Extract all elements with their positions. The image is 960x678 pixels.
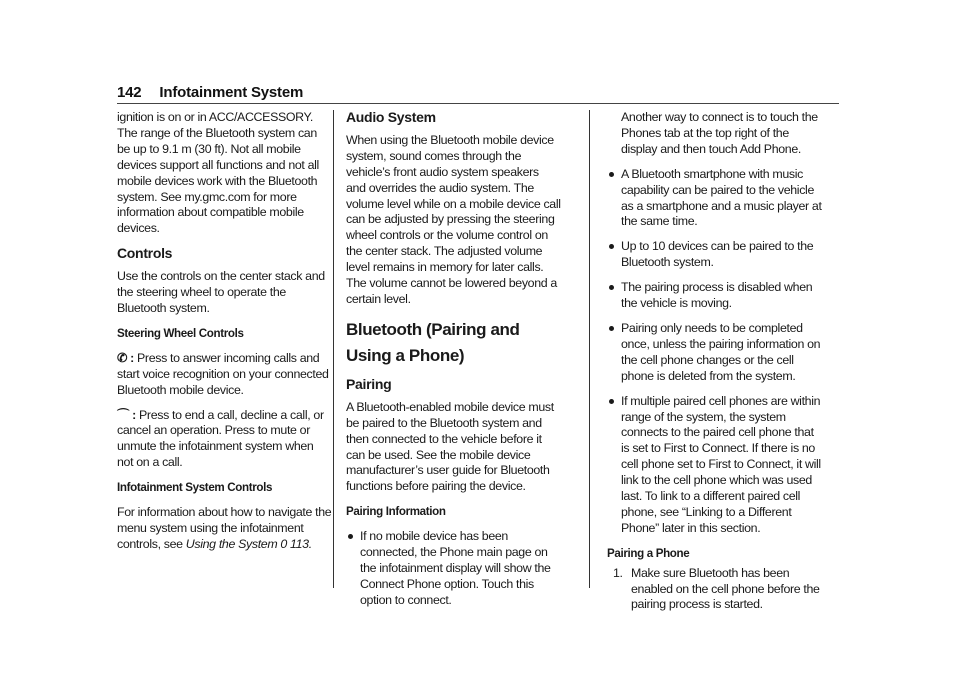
column-2 [346, 110, 561, 618]
bluetooth-heading: Bluetooth (Pairing and Using a Phone) [346, 319, 520, 365]
end-call-text: Press to end a call, decline a call, or cancel an operation. Press to mute or unmute the infotainment system when not on a call. [117, 407, 324, 470]
answer-call-text: Press to answer incoming calls and start voice recognition on your connected Bluetooth mobile device. [117, 350, 329, 397]
bullet-icon [348, 534, 353, 539]
phone-answer-icon: ✆ [117, 350, 128, 365]
page-number: 142 [117, 84, 142, 101]
bullet-icon [609, 326, 614, 331]
infotainment-controls-heading: Infotainment System Controls [117, 481, 273, 495]
continuation-paragraph: Another way to connect is to touch the Phones tab at the top right of the display and then touch Add Phone. [621, 110, 818, 156]
audio-system-paragraph: When using the Bluetooth mobile device system, sound comes through the vehicle’s front audio system speakers and overrides the audio system. The volume level while on a mobile device call can be adjusted by pressing the steering wheel controls or the volume control on the center stack. The adjusted volume level remains in memory for later calls. The volume cannot be lowered beyond a certain level. [346, 132, 561, 306]
controls-heading: Controls [117, 245, 173, 262]
bullet-icon [609, 244, 614, 249]
header-rule [117, 103, 839, 104]
section-title: Infotainment System [159, 84, 304, 101]
list-item: Up to 10 devices can be paired to the Bluetooth system. [607, 239, 822, 271]
end-call-paragraph: ⌒ : Press to end a call, decline a call, or cancel an operation. Press to mute or unmute the infotainment system when not on a call. [117, 407, 324, 470]
list-item [607, 566, 822, 614]
column-divider-1 [333, 110, 334, 588]
phone-end-icon: ⌒ [117, 407, 130, 422]
page-header [117, 84, 839, 104]
column-1 [117, 110, 332, 562]
bullet-icon [609, 285, 614, 290]
pairing-heading: Pairing [346, 375, 392, 392]
list-item: The pairing process is disabled when the vehicle is moving. [607, 280, 822, 312]
pairing-information-heading: Pairing Information [346, 505, 446, 519]
list-item: If multiple paired cell phones are within range of the system, the system connects to the paired cell phone that is set to First to Connect. If there is no cell phone set to First to Connect, it will link to the cell phone which was used last. To link to a different paired cell phone, see “Linking to a Different Phone” later in this section. [607, 394, 822, 537]
step-text: Make sure Bluetooth has been enabled on the cell phone before the pairing process is started. [631, 565, 820, 612]
column-3 [607, 110, 822, 622]
bullet-icon [609, 172, 614, 177]
page-reference: 0 113. [280, 536, 312, 551]
steering-wheel-controls-heading: Steering Wheel Controls [117, 326, 244, 340]
pairing-a-phone-heading: Pairing a Phone [607, 546, 690, 560]
bullet-icon [609, 399, 614, 404]
controls-paragraph: Use the controls on the center stack and the steering wheel to operate the Bluetooth system. [117, 269, 325, 315]
list-item: Pairing only needs to be completed once, unless the pairing information on the cell phone changes or the cell phone is deleted from the system. [607, 321, 822, 385]
column-divider-2 [589, 110, 590, 588]
audio-system-heading: Audio System [346, 109, 436, 125]
list-item: If no mobile device has been connected, the Phone main page on the infotainment display will show the Connect Phone option. Touch this option to connect. [346, 529, 561, 609]
answer-call-paragraph: ✆ : Press to answer incoming calls and start voice recognition on your connected Bluetooth mobile device. [117, 350, 329, 397]
intro-paragraph: ignition is on or in ACC/ACCESSORY. The range of the Bluetooth system can be up to 9.1 m (30 ft). Not all mobile devices support all functions and not all mobile devices work with the Bluetooth system. See my.gmc.com for more information about compatible mobile devices. [117, 110, 319, 236]
infotainment-paragraph: For information about how to navigate the menu system using the infotainment controls, see Using the System 0 113. [117, 505, 332, 551]
list-item: A Bluetooth smartphone with music capability can be paired to the vehicle as a smartphone and a music player at the same time. [607, 167, 822, 231]
pairing-paragraph: A Bluetooth-enabled mobile device must be paired to the Bluetooth system and then connected to the vehicle before it can be used. See the mobile device manufacturer’s user guide for Bluetooth functions before pairing the device. [346, 399, 554, 494]
step-number: 1. [613, 565, 623, 580]
using-the-system-link[interactable]: Using the System [185, 536, 278, 551]
